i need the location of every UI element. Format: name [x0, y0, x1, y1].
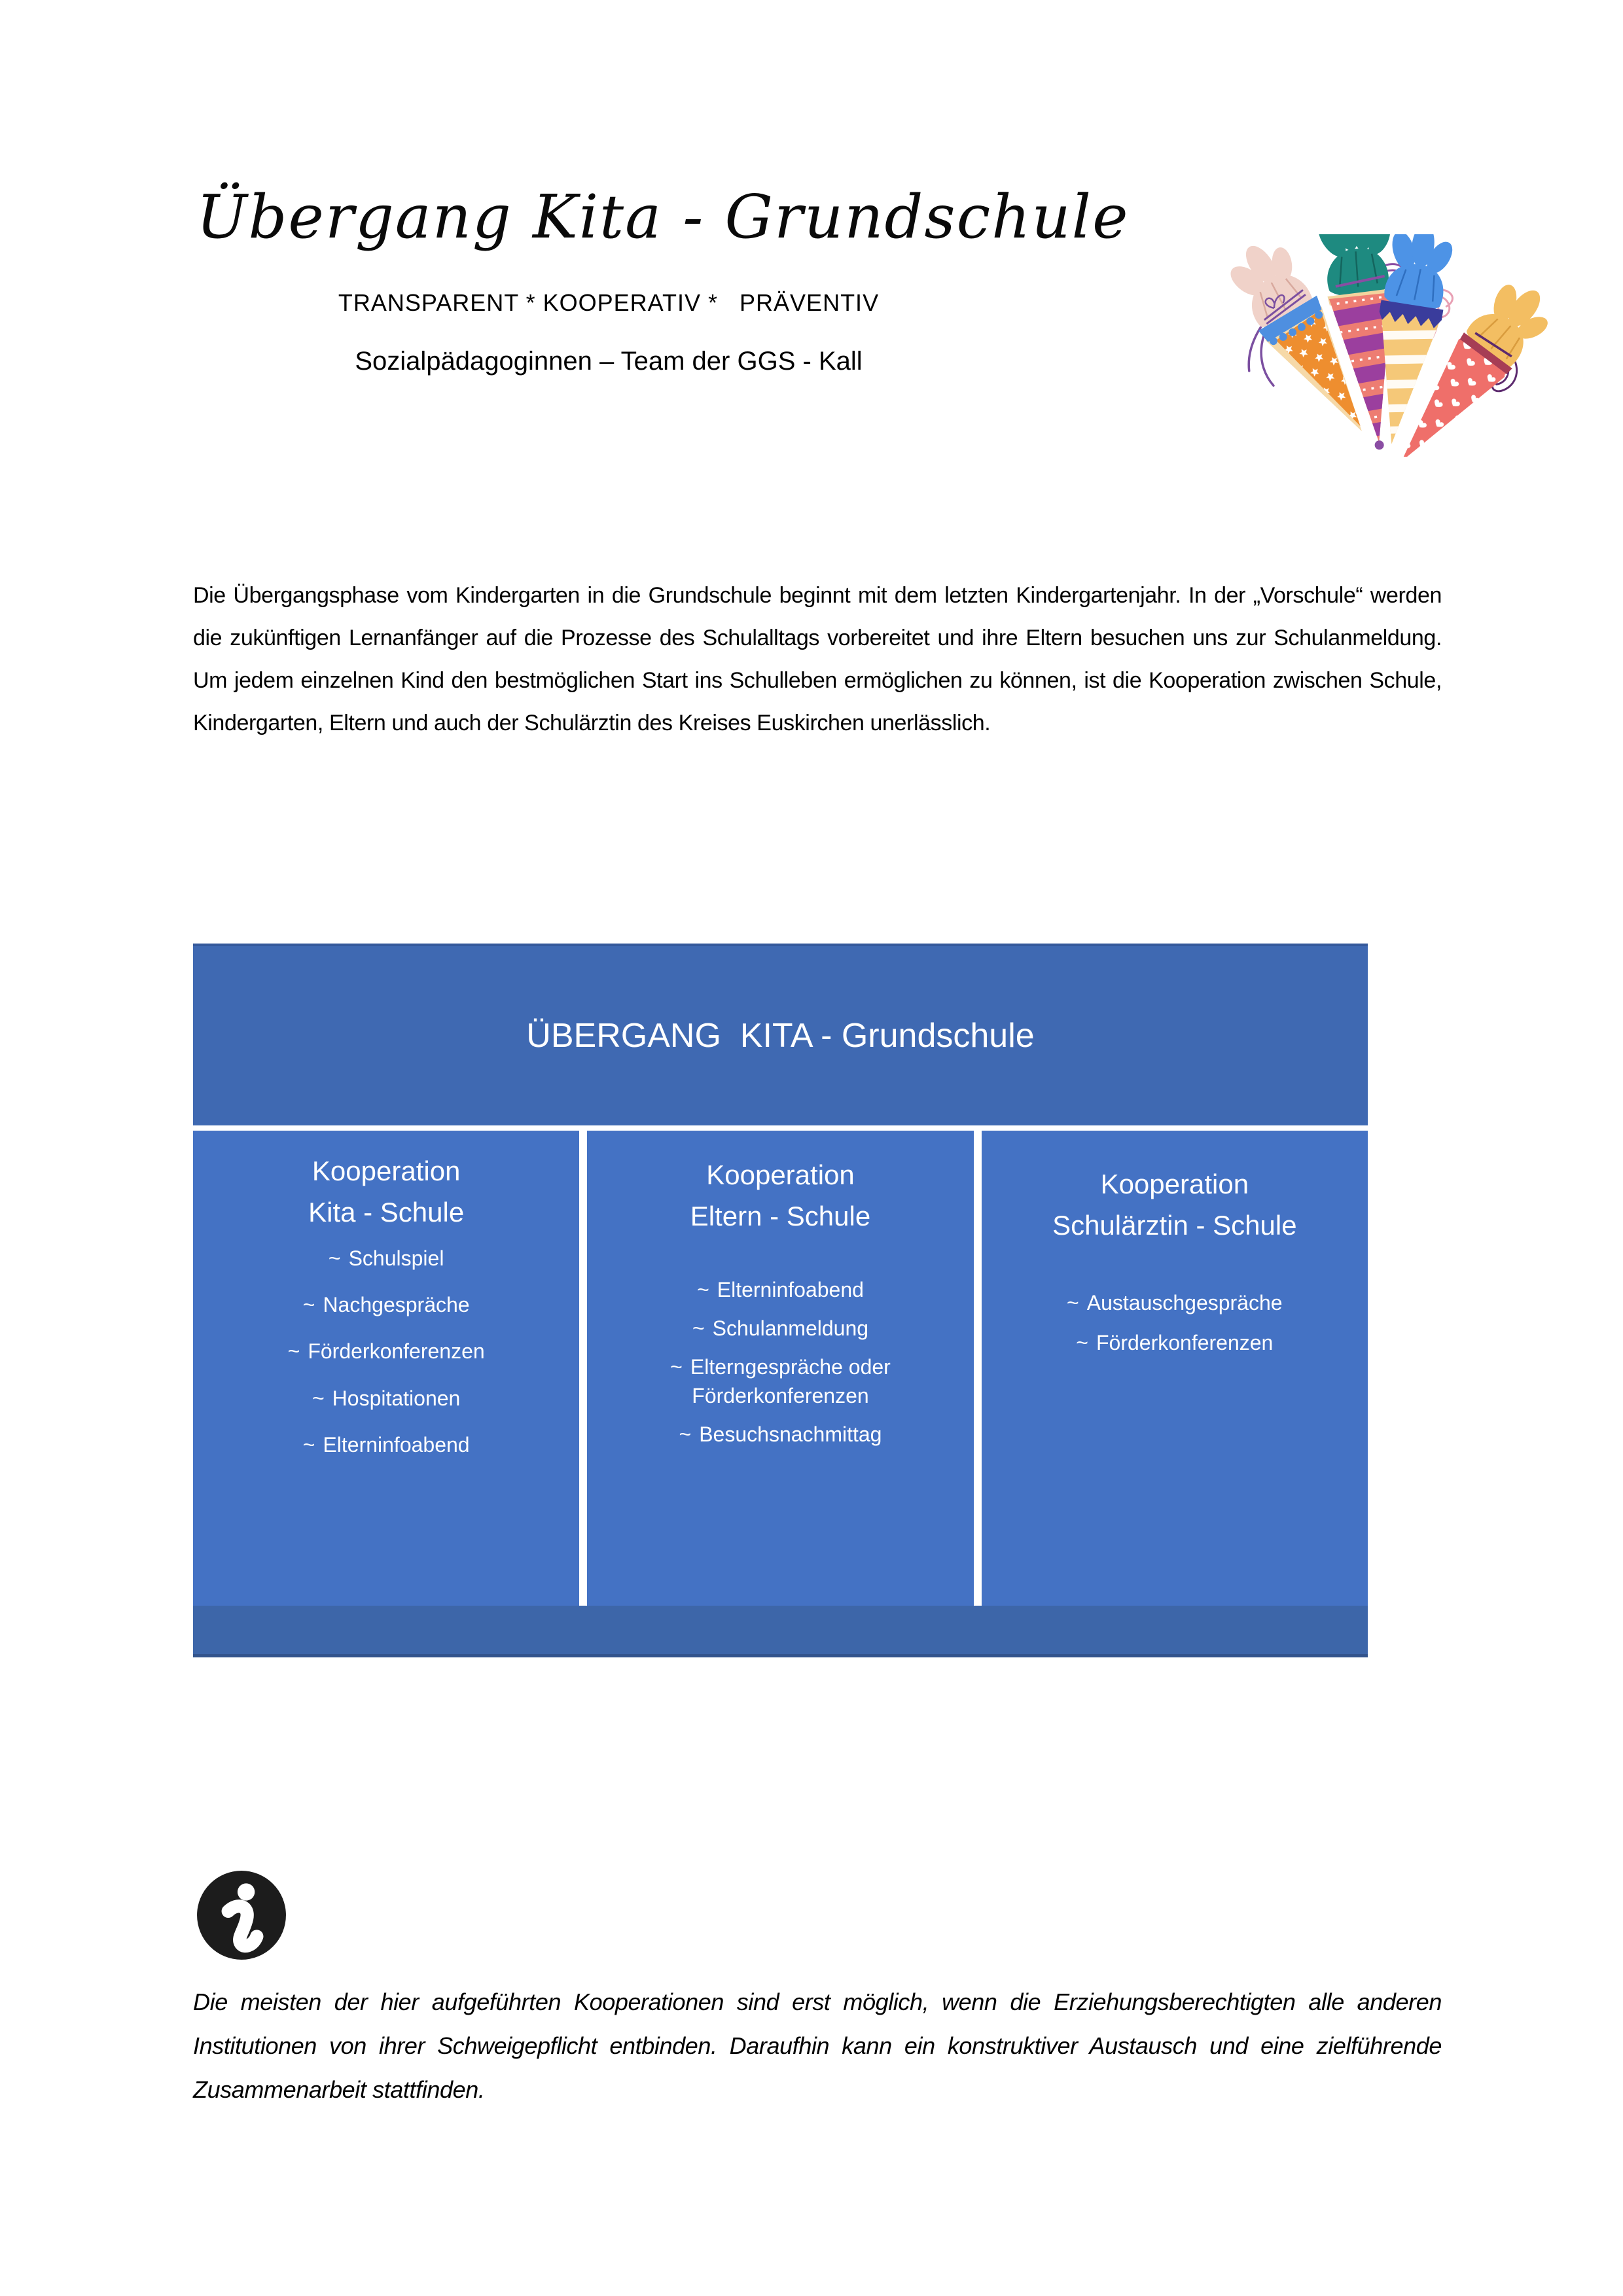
list-item — [993, 1329, 1356, 1357]
column-heading — [205, 1150, 567, 1233]
tilde-bullet: ~ — [697, 1278, 709, 1301]
column-heading — [599, 1154, 961, 1237]
column-heading-line2: Eltern - Schule — [690, 1201, 871, 1231]
page-subtitle: TRANSPARENT * KOOPERATIV * PRÄVENTIV — [338, 289, 880, 316]
column-heading-line1: Kooperation — [1100, 1169, 1249, 1199]
diagram-column-kita-schule — [193, 1131, 579, 1606]
column-heading-line1: Kooperation — [312, 1156, 461, 1186]
tilde-bullet: ~ — [1067, 1291, 1079, 1315]
transition-diagram — [193, 944, 1368, 1657]
tilde-bullet: ~ — [328, 1246, 341, 1270]
list-item — [205, 1385, 567, 1413]
column-heading-line1: Kooperation — [706, 1159, 855, 1190]
list-item — [205, 1431, 567, 1459]
tilde-bullet: ~ — [670, 1355, 683, 1379]
diagram-footer-bar — [193, 1606, 1368, 1657]
page-title: Übergang Kita - Grundschule — [196, 182, 1130, 252]
diagram-title: ÜBERGANG KITA - Grundschule — [193, 944, 1368, 1125]
diagram-columns — [193, 1131, 1368, 1606]
tilde-bullet: ~ — [1076, 1331, 1088, 1355]
tilde-bullet: ~ — [679, 1422, 692, 1446]
note-paragraph: Die meisten der hier aufgeführten Kooperationen sind erst möglich, wenn die Erziehungsberechtigten alle anderen Institutionen von ihrer Schweigepflicht entbinden. Daraufhin kann ein konstruktiver Austausch und eine zielführende Zusammenarbeit stattfinden. — [193, 1988, 1442, 2103]
info-icon — [195, 1869, 288, 1962]
column-items — [205, 1245, 567, 1459]
tilde-bullet: ~ — [302, 1432, 315, 1457]
list-item-label: Hospitationen — [332, 1386, 461, 1410]
column-heading-line2: Schulärztin - Schule — [1052, 1210, 1297, 1241]
tilde-bullet: ~ — [692, 1316, 705, 1341]
team-line: Sozialpädagoginnen – Team der GGS - Kall — [355, 347, 863, 376]
intro-paragraph: Die Übergangsphase vom Kindergarten in die Grundschule beginnt mit dem letzten Kindergartenjahr. In der „Vorschule“ werden die zukünftigen Lernanfänger auf die Prozesse des Schulalltags vorbereitet und ihre Eltern besuchen uns zur Schulanmeldung. Um jedem einzelnen Kind den bestmöglichen Start ins Schulleben ermöglichen zu können, ist die Kooperation zwischen Schule, Kindergarten, Eltern und auch der Schulärztin des Kreises Euskirchen unerlässlich. — [193, 583, 1442, 735]
tilde-bullet: ~ — [287, 1339, 300, 1364]
list-item — [205, 1245, 567, 1273]
diagram-column-eltern-schule — [587, 1131, 973, 1606]
tilde-bullet: ~ — [312, 1386, 325, 1410]
list-item — [993, 1289, 1356, 1317]
column-items — [993, 1289, 1356, 1357]
list-item-label: Nachgespräche — [323, 1293, 470, 1317]
list-item — [205, 1337, 567, 1366]
list-item-label: Austauschgespräche — [1086, 1291, 1283, 1315]
list-item-label: Förderkonferenzen — [1096, 1331, 1274, 1355]
list-item — [599, 1276, 961, 1304]
list-item-label: Förderkonferenzen — [308, 1339, 485, 1364]
list-item-label: Schulanmeldung — [712, 1316, 869, 1341]
school-cones-illustration — [1191, 234, 1558, 457]
list-item — [205, 1291, 567, 1319]
list-item-label: Elterngespräche oder Förderkonferenzen — [690, 1355, 891, 1407]
tilde-bullet: ~ — [302, 1293, 315, 1317]
diagram-column-schulaerztin-schule — [982, 1131, 1368, 1606]
list-item-label: Elterninfoabend — [323, 1432, 470, 1457]
list-item-label: Besuchsnachmittag — [699, 1422, 882, 1446]
list-item — [599, 1353, 961, 1409]
list-item — [599, 1421, 961, 1449]
column-heading — [993, 1163, 1356, 1246]
column-items — [599, 1276, 961, 1449]
column-heading-line2: Kita - Schule — [308, 1197, 465, 1227]
diagram-header-divider — [193, 1125, 1368, 1131]
list-item — [599, 1315, 961, 1343]
list-item-label: Schulspiel — [348, 1246, 444, 1270]
list-item-label: Elterninfoabend — [717, 1278, 864, 1301]
